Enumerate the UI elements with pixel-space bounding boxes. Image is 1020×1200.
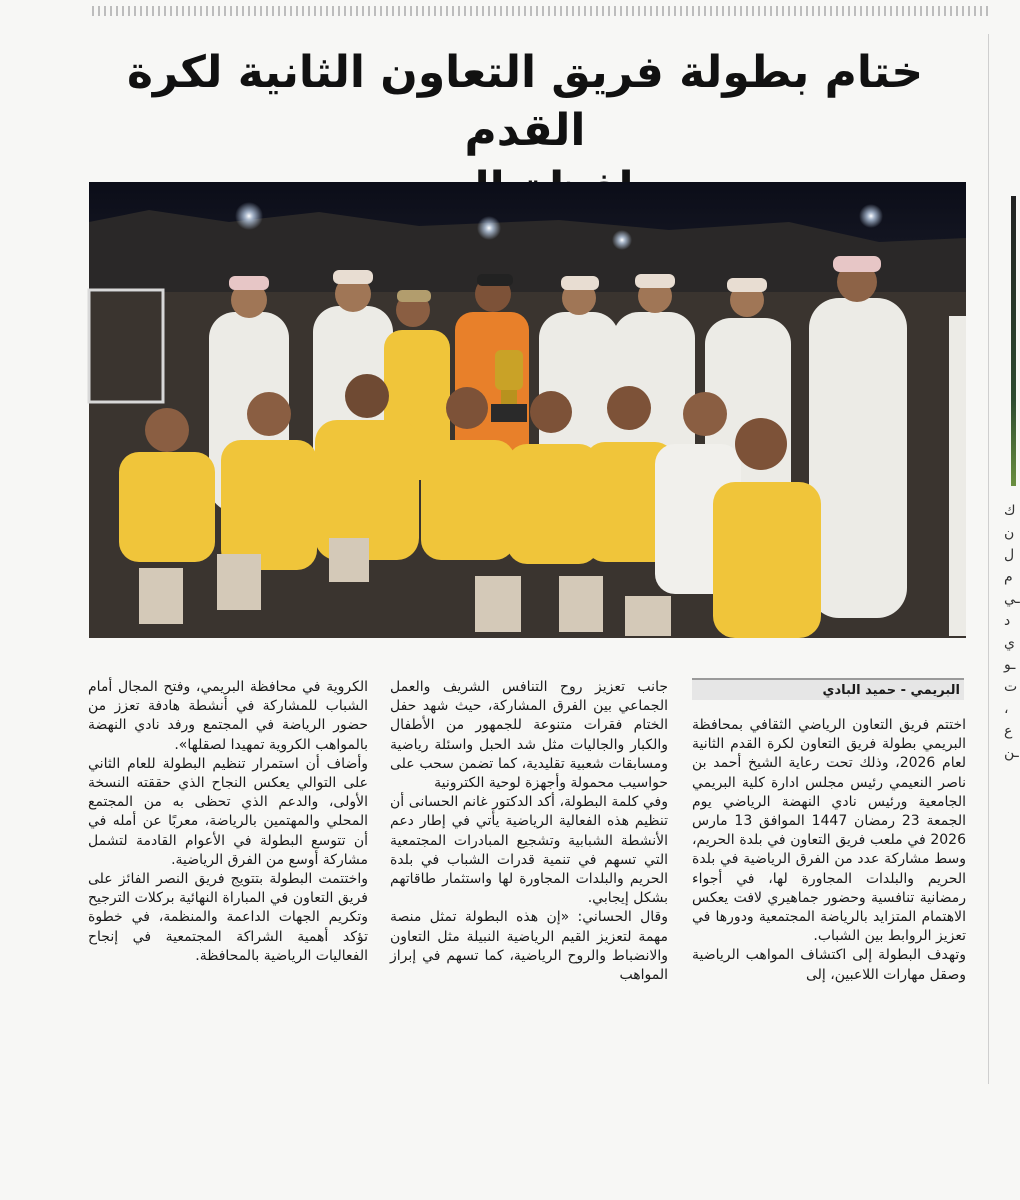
article-column-1	[692, 716, 966, 985]
paragraph: وتهدف البطولة إلى اكتشاف المواهب الرياضية وصقل مهارات اللاعبين، إلى	[692, 947, 966, 983]
side-glyph: م	[1004, 569, 1013, 585]
paragraph: الكروية في محافظة البريمي، وفتح المجال أمام الشباب للمشاركة في أنشطة هادفة تعزز من حضور الرياضة في المجتمع ورفد نادي النهضة بالمواهب الكروية تمهيدا لصقلها».	[88, 679, 368, 753]
side-glyph: ـي	[1004, 591, 1020, 607]
headline-line-1: ختام بطولة فريق التعاون الثانية لكرة القدم	[126, 47, 924, 156]
side-glyph: ل	[1004, 547, 1015, 563]
distant-hills	[89, 210, 966, 292]
team-trophy-photo	[89, 182, 966, 638]
side-glyph: ـن	[1004, 745, 1019, 761]
side-glyph: ع	[1004, 723, 1013, 739]
paragraph: وفي كلمة البطولة، أكد الدكتور غانم الحسانى أن تنظيم هذه الفعالية الرياضية يأتي في إطار دعم الأنشطة الشبابية وتشجيع المبادرات المجتمعية التي تسهم في تنمية قدرات الشباب في بلدة الحريم والبلدات المجاورة لها واستثمار طاقاتهم بشكل إيجابي.	[390, 794, 668, 907]
side-glyph: د	[1004, 613, 1011, 629]
paragraph: جانب تعزيز روح التنافس الشريف والعمل الجماعي بين الفرق المشاركة، حيث شهد حفل الختام فقرات متنوعة للجمهور من الأطفال والكبار والجاليات مثل شد الحبل واسئلة رياضية ومسابقات شعبية تقليدية، كما تضمن سحب على حواسيب محمولة وأجهزة لوحية الكترونية	[390, 679, 668, 792]
paragraph: وأضاف أن استمرار تنظيم البطولة للعام الثاني على التوالي يعكس النجاح الذي حققته النسخة الأولى، والدعم الذي تحظى به من المجتمع المحلي والمهتمين بالرياضة، معربًا عن أمله في أن تتوسع البطولة في الأعوام القادمة لتشمل مشاركة أوسع من الفرق الرياضية.	[88, 755, 368, 868]
paragraph: اختتم فريق التعاون الرياضي الثقافي بمحافظة البريمي بطولة فريق التعاون لكرة القدم الثانية لعام 2026، وذلك تحت رعاية الشيخ أحمد بن ناصر النعيمي رئيس مجلس ادارة كلية البريمي الجامعية ورئيس نادي النهضة الرياضي يوم الجمعة 23 رمضان 1447 الموافق 13 مارس 2026 في ملعب فريق التعاون في بلدة الحريم، وسط مشاركة عدد من الفرق الرياضية في بلدة الحريم والبلدات المجاورة لها، في أجواء رمضانية تنافسية وحضور جماهيري لافت يعكس الاهتمام المتزايد بالرياضة المجتمعية ودورها في تعزيز الروابط بين الشباب.	[692, 717, 966, 945]
article-column-2	[390, 678, 668, 985]
paragraph: واختتمت البطولة بتتويج فريق النصر الفائز على فريق التعاون في المباراة النهائية بركلات الترجيح وتكريم الجهات الداعمة والمنظمة، في خطوة تؤكد أهمية الشراكة المجتمعية في إنجاح الفعاليات الرياضية بالمحافظة.	[88, 871, 368, 964]
adjacent-article-text-edge	[1004, 500, 1020, 764]
column-divider	[988, 34, 989, 1084]
trophy	[491, 350, 527, 422]
top-dotted-rule	[92, 6, 992, 16]
side-glyph: ن	[1004, 525, 1015, 541]
article-column-3	[88, 678, 368, 966]
photo-illustration	[89, 182, 966, 638]
adjacent-article-photo	[1011, 196, 1016, 486]
article-byline: البريمي - حميد البادي	[692, 678, 964, 700]
side-glyph: ،	[1004, 701, 1009, 717]
side-glyph: ت	[1004, 679, 1018, 695]
paragraph: وقال الحساني: «إن هذه البطولة تمثل منصة مهمة لتعزيز القيم الرياضية النبيلة مثل التعاون والانضباط والروح الرياضية، كما تسهم في إبراز المواهب	[390, 909, 668, 984]
side-glyph: ي	[1004, 635, 1015, 651]
side-glyph: ـو	[1004, 657, 1016, 673]
side-glyph: ك	[1004, 503, 1016, 519]
